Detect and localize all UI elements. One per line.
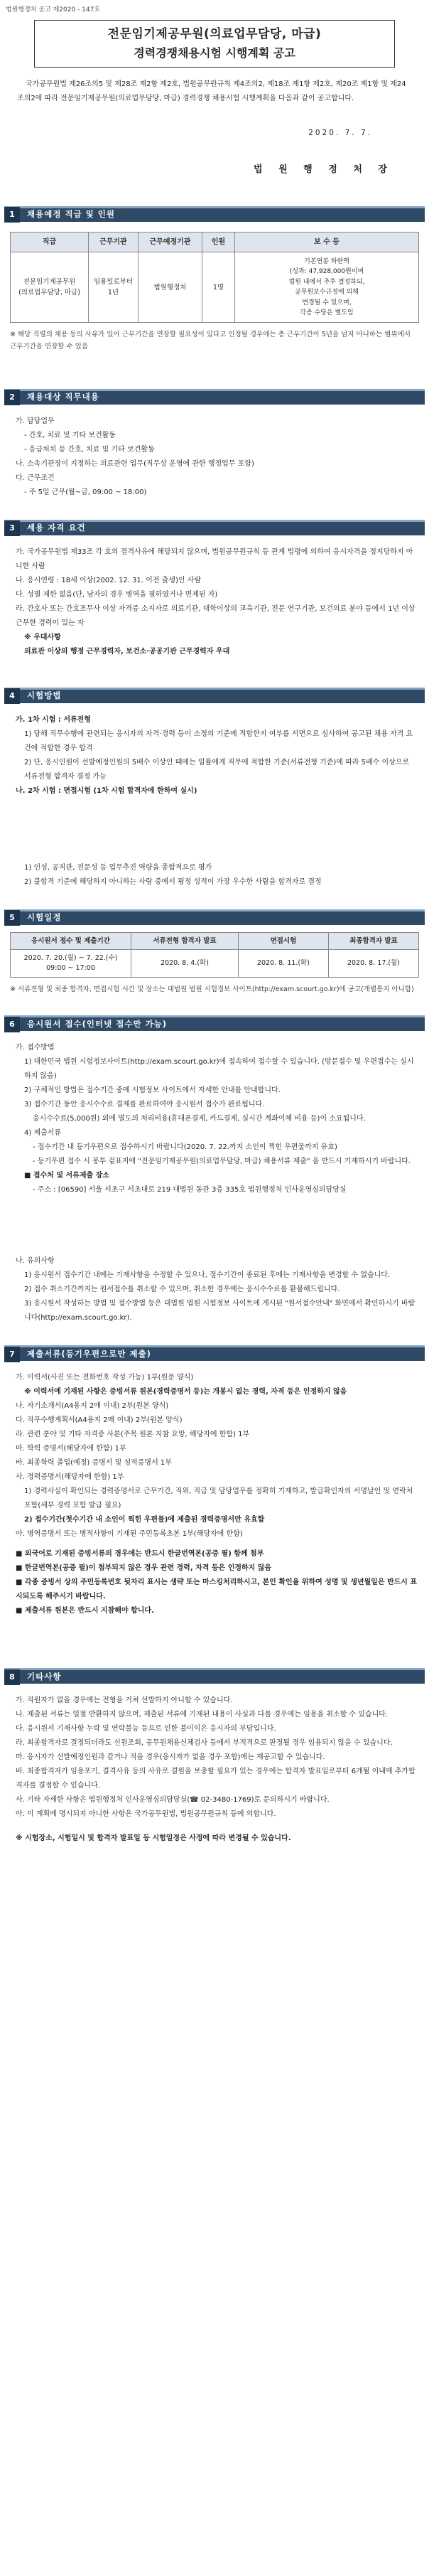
section-6 <box>0 1015 429 1325</box>
text-line: 바. 최종학력 졸업(예정) 증명서 및 성적증명서 1부 <box>16 1459 172 1468</box>
text-line: - 간호, 치료 및 기타 보건활동 <box>24 431 116 439</box>
section-3 <box>0 520 429 659</box>
th-interview: 면접시험 <box>238 932 328 949</box>
text-line: 2) 단, 응시인원이 선발예정인원의 5배수 이상인 때에는 일률에게 직무에 적합한 기준(서류전형 기준)에 따라 5배수 이상으로 서류전형 합격자 결정 가능 <box>24 758 410 781</box>
text-line: 1) 당해 직무수행에 관련되는 응시자의 자격·경력 등이 소정의 기준에 적합한지 여부를 서면으로 심사하여 공고된 채용 자격 요건에 적합한 경우 합격 <box>24 729 413 752</box>
text-line: - 접수기간 내 등기우편으로 접수하시기 바랍니다(2020. 7. 22.까지 소인이 찍힌 우편물까지 유효) <box>33 1143 337 1152</box>
section-label: 제출서류(등기우편으로만 제출) <box>27 1349 151 1359</box>
th-grade: 직급 <box>11 232 89 252</box>
text-line: 3) 접수기간 동안 응시수수료 결제를 완료하여야 응시원서 접수가 완료됩니다. <box>24 1101 265 1109</box>
section-header <box>4 1015 425 1031</box>
th-count: 인원 <box>202 232 235 252</box>
section-5-note: ※ 서류전형 및 최종 합격자, 면접시험 시간 및 장소는 대법원 법원 시험정보 사이트(http://exam.scourt.go.kr)에 공고(개별통지 아니함) <box>10 985 414 994</box>
title-box <box>34 20 395 68</box>
td-grade: 전문임기제공무원 (의료업무담당, 마급) <box>11 252 89 323</box>
section-header <box>4 206 425 222</box>
th-apply: 응시원서 접수 및 제출기간 <box>11 932 131 949</box>
th-org: 근무기관 <box>89 232 139 252</box>
text-line: 바. 최종합격자가 임용포기, 결격사유 등의 사유로 결원을 보충할 필요가 있는 경우에는 합격자 발표일로부터 6개월 이내에 추가합격자를 결정할 수 있습니다. <box>16 1768 416 1790</box>
text-line: 2) 접수 취소기간까지는 원서접수를 취소할 수 있으며, 취소한 경우에는 응시수수료를 환불해드립니다. <box>24 1286 340 1294</box>
text-line: 사. 경력증명서(해당자에 한함) 1부 <box>16 1473 124 1482</box>
text-line: 다. 직무수행계획서(A4용지 2매 이내) 2부(원본 양식) <box>16 1416 183 1425</box>
text-line: 3) 응시원서 작성하는 방법 및 접수방법 등은 대법원 법원 시험정보 사이트에 게시된 "원서접수안내" 화면에서 확인하시기 바랍니다(http://exam.scourt.go.kr). <box>24 1300 416 1322</box>
text-line: ※ 우대사항 <box>24 633 61 641</box>
text-line: 가. 이력서(사진 또는 전화번호 작성 가능) 1부(원문 양식) <box>16 1374 194 1382</box>
issuing-org: 법 원 행 정 처 장 <box>254 164 393 176</box>
section-label: 채용예정 직급 및 인원 <box>27 209 115 220</box>
td-org: 임용일로부터 1년 <box>89 252 139 323</box>
section-header <box>4 520 425 535</box>
text-line: 나. 2차 시험 : 면접시험 (1차 시험 합격자에 한하여 실시) <box>16 786 197 795</box>
text-line: 2) 접수기간(첫수기간 내 소인이 찍힌 우편물)에 제출된 경력증명서만 유효함 <box>24 1516 265 1524</box>
text-line: 2) 불합격 기준에 해당하지 아니하는 사람 중에서 평정 성적이 가장 우수한 사람을 합격자로 결정 <box>24 877 322 886</box>
section-number: 1 <box>4 207 20 223</box>
text-line: 다. 근무조건 <box>16 474 55 482</box>
section-number: 6 <box>4 1017 20 1032</box>
section-label: 채용대상 직무내용 <box>27 392 99 402</box>
section-7 <box>0 1345 429 1618</box>
section-label: 기타사항 <box>27 1672 62 1682</box>
text-line: - 등기우편 접수 시 봉투 겉표지에 "전문임기제공무원(의료업무담당, 마급) 채용서류 제출" 을 반드시 기재하시기 바랍니다. <box>33 1158 411 1166</box>
section-number: 2 <box>4 390 20 405</box>
text-line: ■ 각종 증빙서 상의 주민등록번호 뒷자리 표시는 생략 또는 마스킹처리하시고, 본인 확인을 위하여 성명 및 생년월일은 반드시 표시되도록 해주시기 바랍니다. <box>16 1578 418 1601</box>
text-line: ※ 시험장소, 시험일시 및 합격자 발표일 등 시험일정은 사정에 따라 변경될 수 있습니다. <box>16 1834 291 1843</box>
intro-text: 국가공무원법 제26조의5 및 제28조 제2항 제2호, 법원공무원규칙 제4조의2, 제18조 제1항 제2호, 제20조 제1항 및 제24조의2에 따라 전문임기제공무원(의료업무담당, 마급) 경력경쟁 채용시험 시행계획을 다음과 같이 공고합니다. <box>17 80 406 103</box>
text-line: 응시수수료(5,000원) 외에 별도의 처리비용(휴대폰결제, 카드결제, 실시간 계좌이체 비용 등)이 소요됩니다. <box>33 1115 366 1123</box>
text-line: 가. 담당업무 <box>16 417 55 425</box>
spacer <box>16 1197 418 1254</box>
text-line: 나. 자기소개서(A4용지 2매 이내) 2부(원본 양식) <box>16 1402 169 1411</box>
title-line2: 경력경쟁채용시험 시행계획 공고 <box>134 46 295 60</box>
td-final: 2020. 8. 17.(월) <box>328 949 418 978</box>
text-line: 나. 제출된 서류는 일절 반환하지 않으며, 제출된 서류에 기재된 내용이 사실과 다를 경우에는 임용을 취소할 수 있습니다. <box>16 1711 389 1719</box>
section-5 <box>0 909 429 996</box>
td-doc-result: 2020. 8. 4.(화) <box>131 949 239 978</box>
text-line: 아. 병역증명서 또는 병적사항이 기재된 주민등록초본 1부(해당자에 한함) <box>16 1530 243 1539</box>
section-2 <box>0 389 429 500</box>
section-label: 시험방법 <box>27 690 62 701</box>
text-line: 가. 직원자가 없을 경우에는 전형을 거쳐 선발하지 아니할 수 있습니다. <box>16 1696 233 1705</box>
spacer <box>16 798 418 861</box>
td-pay: 기본연봉 하한액 (성과: 47,928,000원이며 법원 내에서 추후 결정하되, 공무원보수규정에 의해 변경될 수 있으며, 각종 수당은 별도임 <box>235 252 419 323</box>
text-line: ■ 제출서류 원본은 반드시 지참해야 합니다. <box>16 1607 154 1615</box>
text-line: - 주 5일 근무(월~금, 09:00 ~ 18:00) <box>24 488 147 496</box>
td-place: 법원행정처 <box>139 252 202 323</box>
text-line: 라. 최종합격자로 결정되더라도 신원조회, 공무원채용신체검사 등에서 부적격으로 판정될 경우 임용되지 않을 수 있습니다. <box>16 1739 393 1748</box>
text-line: 다. 성별 제한 없음(단, 남자의 경우 병역을 필하였거나 면제된 자) <box>16 590 218 599</box>
section-header <box>4 1668 425 1684</box>
section-1-note: ※ 해당 직렬의 채용 등의 사유가 있어 근무기간을 연장할 필요성이 있다고 인정될 경우에는 총 근무기간이 5년을 넘지 아니하는 범위에서 근무기간을 연장할 수 있음 <box>10 331 411 351</box>
section-8-body <box>16 1694 418 1846</box>
text-line: 아. 이 계획에 명시되지 아니한 사항은 국가공무원법, 법원공무원규칙 등에 의합니다. <box>16 1810 276 1819</box>
section-label: 응시원서 접수(인터넷 접수만 가능) <box>27 1019 168 1030</box>
title-line1: 전문임기제공무원(의료업무담당, 마급) <box>107 27 322 41</box>
text-line: 나. 유의사항 <box>16 1257 55 1266</box>
section-label: 세용 자격 요건 <box>27 523 86 533</box>
text-line: 나. 응시연령 : 18세 이상(2002. 12. 31. 이전 출생)인 사람 <box>16 576 202 584</box>
section-number: 8 <box>4 1669 20 1685</box>
text-line: 사. 기타 자세한 사항은 법원행정처 인사운영심의담당실(☎ 02-3480-1769)로 문의하시기 바랍니다. <box>16 1796 330 1805</box>
text-line: 2) 구체적인 방법은 접수기간 중에 시험정보 사이트에서 자세한 안내를 안내합니다. <box>24 1086 281 1095</box>
text-line: - 주소 : [06590] 서울 서초구 서초대로 219 대법원 동관 3층 335호 법원행정처 인사운영심의담당실 <box>33 1186 347 1195</box>
section-header <box>4 909 425 925</box>
text-line: ■ 외국어로 기재된 증빙서류의 경우에는 반드시 한글번역본(공증 필) 함께 첨부 <box>16 1550 264 1559</box>
td-interview: 2020. 8. 11.(화) <box>238 949 328 978</box>
gazette-number: 법원행정처 공고 제2020 - 147호 <box>6 6 101 14</box>
td-count: 1명 <box>202 252 235 323</box>
section-2-body <box>16 415 418 500</box>
text-line: ■ 접수처 및 서류제출 장소 <box>24 1172 109 1180</box>
th-pay: 보 수 등 <box>235 232 419 252</box>
th-final: 최종합격자 발표 <box>328 932 418 949</box>
text-line: 1) 경력사실이 확인되는 경력증명서로 근무기간, 직위, 직급 및 담당업무를 정확히 기재하고, 발급확인자의 서명날인 및 연락처 포함(세부 경력 포함 발급 필요) <box>24 1487 413 1510</box>
text-line: 가. 접수방법 <box>16 1044 55 1052</box>
text-line: 라. 간호사 또는 간호조무사 이상 자격증 소지자로 의료기관, 대학이상의 교육기관, 전문 연구기관, 보건의료 분야 등에서 1년 이상 근무한 경력이 있는 자 <box>16 604 416 627</box>
text-line: 1) 대한민국 법원 시험정보사이트(http://exam.scourt.go.kr)에 접속하여 접수할 수 있습니다. (방문접수 및 우편접수는 실시하지 않음) <box>24 1058 414 1081</box>
text-line: 1) 인성, 공직관, 전문성 등 업무추진 역량을 종합적으로 평가 <box>24 863 212 872</box>
section-number: 7 <box>4 1347 20 1362</box>
text-line: 가. 1차 시험 : 서류전형 <box>16 715 91 724</box>
text-line: 가. 국가공무원법 제33조 각 호의 결격사유에 해당되지 않으며, 법원공무원규칙 등 관계 법령에 의하여 응시자격을 정지당하지 아니한 사람 <box>16 547 413 570</box>
section-7-body <box>16 1371 418 1618</box>
section-header <box>4 1345 425 1361</box>
text-line: ■ 한글번역본(공증 필)이 첨부되지 않은 경우 관련 경력, 자격 등은 인정하지 않음 <box>16 1564 272 1573</box>
section-1 <box>0 206 429 353</box>
section-header <box>4 389 425 405</box>
schedule-table <box>10 932 419 978</box>
td-apply: 2020. 7. 20.(월) ~ 7. 22.(수) 09:00 ~ 17:00 <box>11 949 131 978</box>
text-line: 다. 응시원서 기재사항 누락 및 연락불능 등으로 인한 불이익은 응시자의 부담입니다. <box>16 1725 276 1733</box>
section-number: 3 <box>4 520 20 536</box>
text-line: 라. 관련 분야 및 기타 자격증 사본(주목 원본 지참 요망, 해당자에 한함) 1부 <box>16 1431 250 1439</box>
th-doc-result: 서류전형 합격자 발표 <box>131 932 239 949</box>
th-place: 근무예정기관 <box>139 232 202 252</box>
section-3-body <box>16 545 418 659</box>
notice-date: 2020. 7. 7. <box>308 129 372 138</box>
section-8 <box>0 1668 429 1846</box>
section-6-body <box>16 1041 418 1325</box>
text-line: 의료관 이상의 행정 근무경력자, 보건소·공공기관 근무경력자 우대 <box>24 647 230 656</box>
section-4-body <box>16 713 418 889</box>
text-line: 1) 응시원서 접수기간 내에는 기재사항을 수정할 수 있으나, 접수기간이 종료된 후에는 기재사항을 변경할 수 없습니다. <box>24 1271 391 1280</box>
section-number: 5 <box>4 910 20 926</box>
section-number: 4 <box>4 688 20 704</box>
text-line: ※ 이력서에 기재된 사항은 증빙서류 원본(경력증명서 등)는 개봉시 없는 경력, 자격 등은 인정하지 않음 <box>24 1388 347 1396</box>
text-line: 4) 제출서류 <box>24 1129 62 1138</box>
text-line: 마. 학력 증명서(해당자에 한함) 1부 <box>16 1445 126 1453</box>
section-4 <box>0 688 429 889</box>
section-label: 시험일정 <box>27 912 62 923</box>
recruitment-table <box>10 232 419 324</box>
text-line: 나. 소속기관장이 지정하는 의료관련 업무(직무상 운영에 관한 행정업무 포함) <box>16 459 254 468</box>
text-line: - 응급처치 등 간호, 치료 및 기타 보건활동 <box>24 445 155 454</box>
section-header <box>4 688 425 703</box>
text-line: 마. 응시자가 선발예정인원과 같거나 적을 경우(응시자가 없을 경우 포함)에는 재공고할 수 있습니다. <box>16 1753 325 1762</box>
